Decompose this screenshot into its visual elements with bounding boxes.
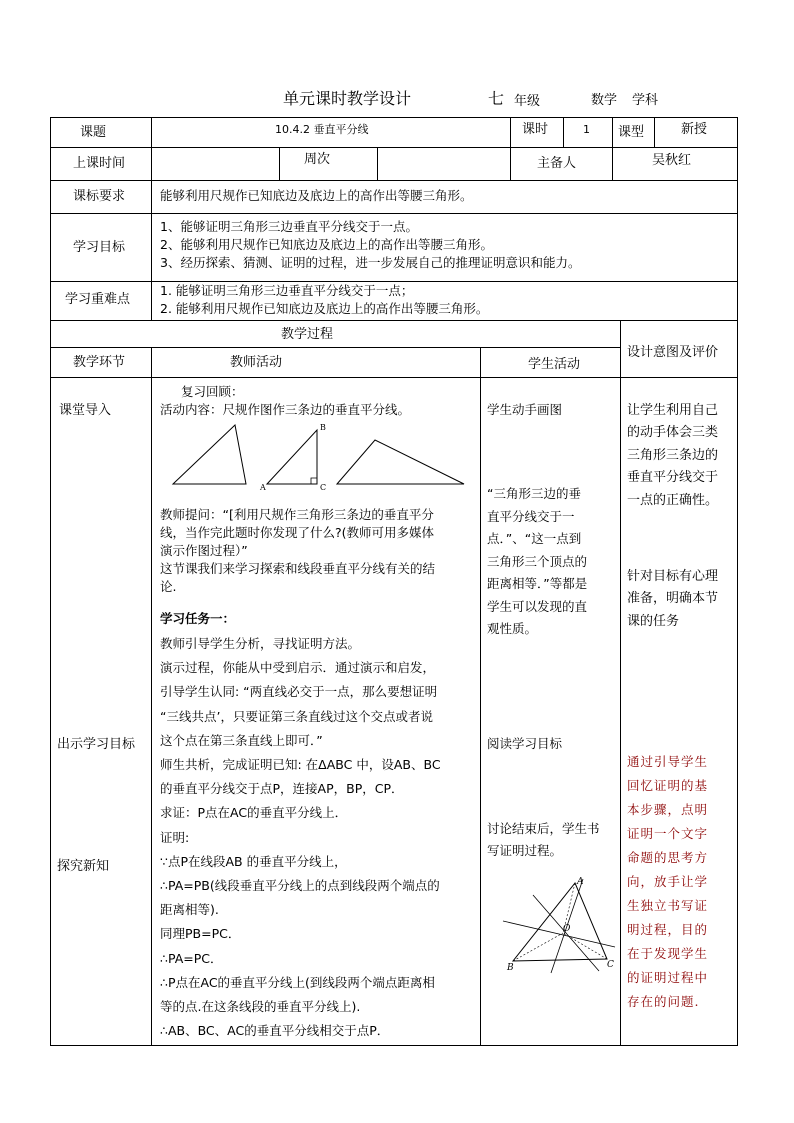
goals-label: 学习目标 (73, 240, 126, 255)
student-draw: 学生动手画图 (487, 402, 563, 417)
design-red-line: 本步骤，点明 (627, 802, 709, 817)
design-red-line: 生独立书写证 (627, 898, 709, 913)
grade-label: 年级 (514, 94, 541, 109)
obtuse-triangle (337, 440, 464, 484)
segment-bp (513, 933, 563, 961)
type-value: 新授 (681, 122, 708, 137)
right-angle-mark (311, 478, 317, 484)
task-title: 学习任务一： (160, 611, 236, 626)
col-stage-heading: 教学环节 (73, 355, 126, 370)
teacher-question (160, 506, 435, 596)
question-line: 论. (160, 579, 177, 594)
stage-intro: 课堂导入 (59, 403, 112, 418)
design-red-line: 通过引导学生 (627, 754, 709, 769)
keypoint-item: 2. 能够利用尺规作已知底边及底边上的高作出等腰三角形。 (160, 301, 489, 316)
body-line: 引导学生认同: “两直线必交于一点，那么要想证明 (160, 684, 438, 700)
fig-label-o: O (563, 924, 571, 934)
body-line: 演示过程，你能从中受到启示．通过演示和启发， (160, 660, 436, 676)
question-line: 这节课我们来学习探索和线段垂直平分线有关的结 (160, 561, 436, 576)
stage-goal: 出示学习目标 (57, 737, 136, 752)
body-line: 师生共析，完成证明已知: 在ΔABC 中，设AB、BC (160, 757, 441, 773)
author-value: 吴秋红 (652, 153, 692, 168)
keypoints-label: 学习重难点 (65, 292, 131, 307)
body-line: 等的点.在这条线段的垂直平分线上). (160, 999, 361, 1015)
stage-explore: 探究新知 (57, 859, 110, 874)
keypoints-list (160, 282, 488, 318)
question-line: 演示作图过程）” (160, 543, 248, 558)
design-explore (627, 750, 708, 1014)
fig-label-c: C (607, 960, 614, 970)
design-line: 让学生利用自己 (627, 403, 719, 418)
design-line: 垂直平分线交于 (627, 470, 719, 486)
keypoint-item: 1. 能够证明三角形三边垂直平分线交于一点； (160, 283, 414, 298)
body-line: 的垂直平分线交于点P，连接AP，BP，CP． (160, 781, 404, 797)
body-line: 证明: (160, 829, 190, 845)
goal-item: 3、经历探索、猜测、证明的过程，进一步发展自己的推理证明意识和能力。 (160, 255, 581, 270)
goal-item: 2、能够利用尺规作已知底边及底边上的高作出等腰三角形。 (160, 237, 493, 252)
label-b: B (320, 423, 326, 432)
topic-label: 课题 (80, 125, 107, 140)
label-c: C (320, 483, 327, 492)
body-line: 距离相等). (160, 902, 219, 918)
subject-value: 数学 (591, 93, 618, 108)
student-read: 阅读学习目标 (487, 736, 563, 751)
discover-line: 直平分线交于一 (487, 508, 575, 524)
body-line: ∴P点在AC的垂直平分线上(到线段两个端点距离相 (160, 974, 435, 990)
discover-line: 学生可以发现的直 (487, 598, 588, 614)
write-line: 讨论结束后，学生书 (487, 821, 600, 836)
design-goal (627, 566, 718, 633)
design-red-line: 证明一个文字 (627, 826, 709, 841)
body-line: 同理PB=PC． (160, 926, 241, 942)
body-line: ∵点P在线段AB 的垂直平分线上， (160, 853, 347, 869)
page-title: 单元课时教学设计 (283, 89, 412, 108)
body-line: ∴AB、BC、AC的垂直平分线相交于点P． (160, 1023, 390, 1039)
author-label: 主备人 (537, 156, 577, 171)
process-heading: 教学过程 (281, 327, 334, 342)
design-red-line: 在于发现学生 (627, 946, 709, 961)
design-line: 一点的正确性。 (627, 492, 719, 508)
standard-label: 课标要求 (73, 189, 126, 204)
discover-line: 观性质。 (487, 621, 538, 636)
subject-label: 学科 (632, 93, 659, 108)
design-line: 针对目标有心理 (627, 569, 719, 584)
activity-text: 活动内容：尺规作图作三条边的垂直平分线。 (160, 402, 411, 417)
design-red-line: 回忆证明的基 (627, 778, 709, 793)
body-line: “三线共点’，只要证第三条直线过这个交点或者说 (160, 708, 433, 724)
discover-line: 点．”、“这一点到 (487, 531, 582, 546)
time-label: 上课时间 (73, 156, 126, 171)
design-red-line: 存在的问题. (627, 994, 700, 1009)
design-line: 准备，明确本节 (627, 591, 719, 607)
design-line: 课的任务 (627, 613, 680, 629)
discover-line: 距离相等．”等都是 (487, 576, 588, 591)
body-line: ∴PA=PC． (160, 950, 223, 966)
question-line: 线，当作完此题时你发现了什么?(教师可用多媒体 (160, 525, 435, 540)
topic-value: 10.4.2 垂直平分线 (275, 123, 369, 136)
student-discover (487, 483, 587, 641)
design-intro (627, 400, 718, 512)
acute-triangle (173, 425, 246, 484)
design-line: 三角形三条边的 (627, 447, 719, 463)
goals-list (160, 218, 580, 272)
triangles-figure (170, 422, 470, 492)
design-line: 的动手体会三类 (627, 425, 719, 441)
design-red-line: 的证明过程中 (627, 970, 709, 985)
design-heading: 设计意图及评价 (627, 345, 719, 360)
student-write (487, 818, 600, 862)
discover-line: “三角形三边的垂 (487, 486, 581, 501)
grade-value: 七 (488, 89, 505, 108)
standard-text: 能够利用尺规作已知底边及底边上的高作出等腰三角形。 (160, 188, 473, 203)
week-label: 周次 (304, 152, 331, 167)
body-line: ∴PA=PB(线段垂直平分线上的点到线段两个端点的 (160, 878, 440, 894)
label-a: A (260, 483, 266, 492)
col-student-heading: 学生活动 (528, 357, 581, 372)
period-value: 1 (583, 123, 590, 136)
fig-label-a: A (577, 877, 584, 887)
type-label: 课型 (618, 125, 645, 140)
design-red-line: 命题的思考方 (627, 850, 709, 865)
discover-line: 三角形三个顶点的 (487, 553, 588, 569)
triangle-abc (513, 883, 607, 961)
question-line: 教师提问：“[利用尺规作三角形三条边的垂直平分 (160, 507, 434, 522)
body-line: 教师引导学生分析，寻找证明方法。 (160, 636, 361, 651)
teacher-body (160, 632, 441, 1043)
period-label: 课时 (522, 122, 549, 137)
body-line: 这个点在第三条直线上即可．” (160, 732, 323, 748)
fig-label-b: B (507, 963, 514, 973)
design-red-line: 向，放手让学 (627, 874, 709, 889)
write-line: 写证明过程。 (487, 843, 563, 858)
col-teacher-heading: 教师活动 (230, 355, 283, 370)
body-line: 求证：P点在AC的垂直平分线上． (160, 805, 348, 821)
right-triangle (267, 430, 317, 484)
review-title: 复习回顾： (181, 384, 244, 399)
bisector-figure (503, 875, 618, 975)
goal-item: 1、能够证明三角形三边垂直平分线交于一点。 (160, 219, 418, 234)
design-red-line: 明过程，目的 (627, 922, 709, 937)
